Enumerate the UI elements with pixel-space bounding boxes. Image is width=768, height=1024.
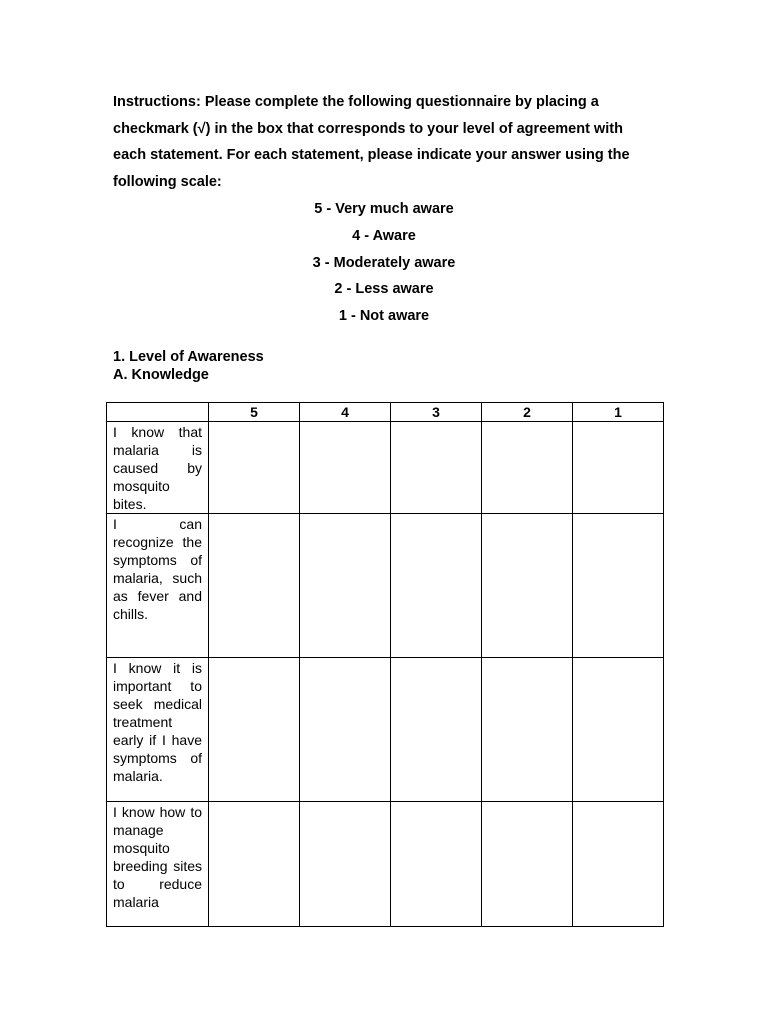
checkbox-cell-1[interactable]	[573, 422, 664, 514]
statement-cell	[107, 514, 209, 658]
instructions-paragraph: Instructions: Please complete the following questionnaire by placing a checkmark (√) in the box that corresponds to your level of agreement with each statement. For each statement, please indicate your answer using the following scale:	[113, 94, 630, 190]
checkbox-cell-1[interactable]	[573, 802, 664, 927]
checkbox-cell-4[interactable]	[300, 514, 391, 658]
header-rating-5: 5	[209, 403, 300, 422]
checkbox-cell-5[interactable]	[209, 422, 300, 514]
checkbox-cell-5[interactable]	[209, 514, 300, 658]
checkbox-cell-4[interactable]	[300, 658, 391, 802]
checkbox-cell-3[interactable]	[391, 802, 482, 927]
checkbox-cell-3[interactable]	[391, 658, 482, 802]
checkbox-cell-3[interactable]	[391, 422, 482, 514]
table-row	[107, 514, 664, 658]
statement-cell	[107, 802, 209, 927]
table-row	[107, 422, 664, 514]
header-rating-2: 2	[482, 403, 573, 422]
header-rating-3: 3	[391, 403, 482, 422]
scale-item-1: 1 - Not aware	[338, 308, 430, 325]
rating-scale-list	[0, 196, 768, 330]
checkbox-cell-5[interactable]	[209, 658, 300, 802]
statement-text: I can recognize the symptoms of malaria, such as fever and chills.	[113, 516, 202, 622]
knowledge-rating-table	[106, 402, 664, 927]
checkbox-cell-5[interactable]	[209, 802, 300, 927]
header-rating-1: 1	[573, 403, 664, 422]
scale-item-2: 2 - Less aware	[334, 281, 434, 298]
checkbox-cell-3[interactable]	[391, 514, 482, 658]
statement-text: I know it is important to seek medical treatment early if I have symptoms of malaria.	[113, 660, 202, 784]
checkbox-cell-1[interactable]	[573, 514, 664, 658]
table-row	[107, 658, 664, 802]
statement-text: I know that malaria is caused by mosquito bites.	[113, 424, 202, 512]
checkbox-cell-4[interactable]	[300, 422, 391, 514]
statement-text: I know how to manage mosquito breeding sites to reduce malaria	[113, 804, 202, 910]
checkbox-cell-2[interactable]	[482, 514, 573, 658]
scale-item-5: 5 - Very much aware	[314, 201, 454, 217]
statement-cell	[107, 422, 209, 514]
scale-item-3: 3 - Moderately aware	[312, 254, 456, 271]
checkbox-cell-2[interactable]	[482, 802, 573, 927]
scale-item-4: 4 - Aware	[352, 227, 416, 244]
checkbox-cell-2[interactable]	[482, 422, 573, 514]
table-row	[107, 802, 664, 927]
checkbox-cell-1[interactable]	[573, 658, 664, 802]
header-corner-cell	[107, 403, 209, 422]
table-header-row	[107, 403, 664, 422]
header-rating-4: 4	[300, 403, 391, 422]
statement-cell	[107, 658, 209, 802]
checkbox-cell-4[interactable]	[300, 802, 391, 927]
section-heading: 1. Level of Awareness	[113, 349, 264, 365]
subsection-heading: A. Knowledge	[113, 367, 209, 383]
checkbox-cell-2[interactable]	[482, 658, 573, 802]
